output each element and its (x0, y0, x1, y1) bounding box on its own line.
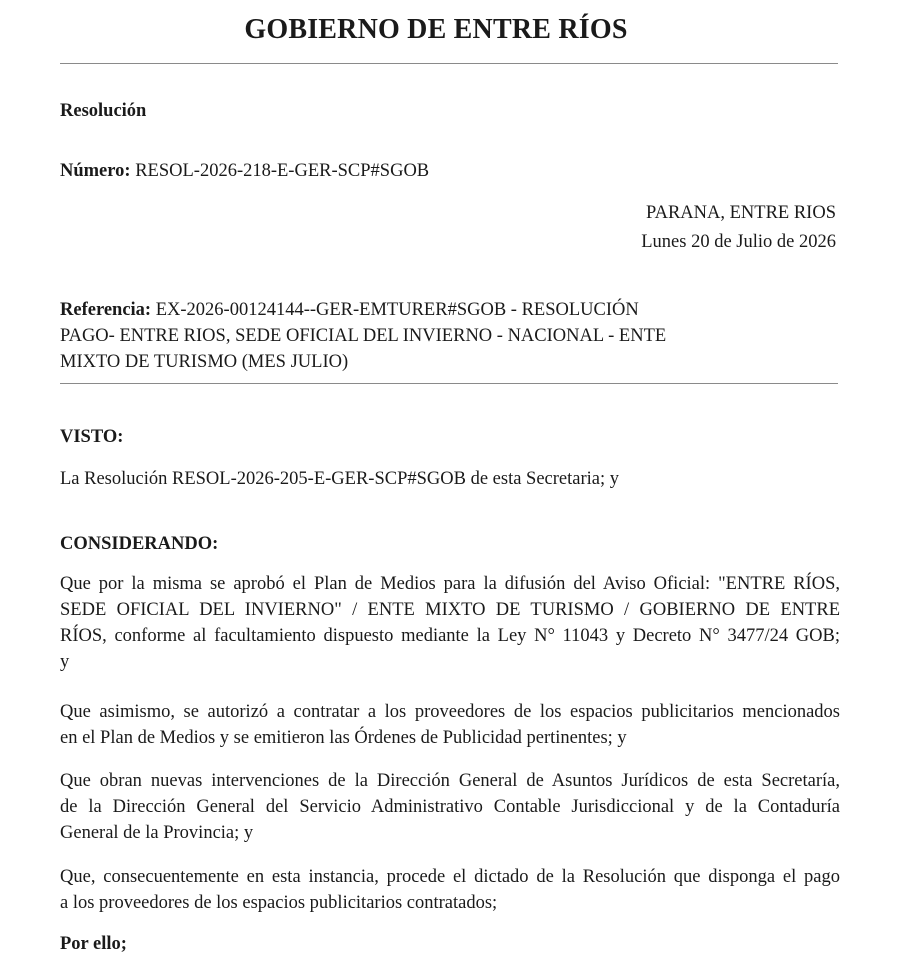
considerando-paragraph-2 (60, 699, 840, 751)
considerando-paragraph-4 (60, 864, 840, 916)
number-label: Número: (60, 161, 131, 181)
paragraph-line: General de la Provincia; y (60, 823, 254, 843)
number-value: RESOL-2026-218-E-GER-SCP#SGOB (135, 161, 430, 181)
paragraph-line: en el Plan de Medios y se emitieron las Órdenes de Publicidad pertinentes; y (60, 728, 627, 748)
paragraph-line: Que, consecuentemente en esta instancia, procede el dictado de la Resolución que disponga el pago (60, 867, 840, 887)
closing-text: Por ello; (60, 934, 127, 954)
paragraph-line: RÍOS, conforme al facultamiento dispuesto mediante la Ley N° 11043 y Decreto N° 3477/24 GOB; (60, 626, 840, 646)
paragraph-line: Que obran nuevas intervenciones de la Dirección General de Asuntos Jurídicos de esta Secretaría, (60, 771, 840, 791)
document-date: Lunes 20 de Julio de 2026 (641, 232, 836, 252)
paragraph-line: Que por la misma se aprobó el Plan de Medios para la difusión del Aviso Oficial: "ENTRE RÍOS, (60, 574, 840, 594)
reference-text-2: PAGO- ENTRE RIOS, SEDE OFICIAL DEL INVIERNO - NACIONAL - ENTE (60, 326, 667, 346)
reference-block (60, 297, 740, 375)
reference-line-1 (60, 297, 740, 323)
visto-text: La Resolución RESOL-2026-205-E-GER-SCP#SGOB de esta Secretaria; y (60, 469, 620, 489)
considerando-paragraph-1 (60, 571, 840, 675)
paragraph-line: de la Dirección General del Servicio Administrativo Contable Jurisdiccional y de la Contaduría (60, 797, 840, 817)
reference-text-1: EX-2026-00124144--GER-EMTURER#SGOB - RESOLUCIÓN (155, 300, 639, 320)
paragraph-line: y (60, 652, 70, 672)
paragraph-line: Que asimismo, se autorizó a contratar a los proveedores de los espacios publicitarios mencionados (60, 702, 840, 722)
paragraph-line: SEDE OFICIAL DEL INVIERNO" / ENTE MIXTO DE TURISMO / GOBIERNO DE ENTRE (60, 600, 840, 620)
paragraph-line: a los proveedores de los espacios publicitarios contratados; (60, 893, 498, 913)
document-place: PARANA, ENTRE RIOS (646, 203, 836, 223)
considerando-heading: CONSIDERANDO: (60, 534, 219, 554)
reference-label: Referencia: (60, 300, 152, 320)
visto-heading: VISTO: (60, 427, 124, 447)
considerando-paragraph-3 (60, 768, 840, 846)
reference-text-3: MIXTO DE TURISMO (MES JULIO) (60, 352, 349, 372)
document-number-row (60, 161, 429, 182)
header-divider (60, 63, 838, 64)
government-header-title: GOBIERNO DE ENTRE RÍOS (244, 14, 628, 45)
document-type-label: Resolución (60, 101, 147, 121)
reference-divider (60, 383, 838, 384)
